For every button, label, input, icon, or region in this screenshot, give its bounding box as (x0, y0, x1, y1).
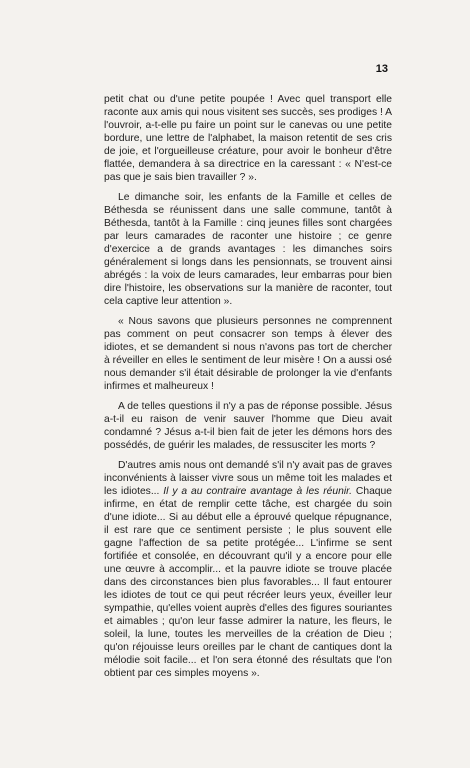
paragraph-4: A de telles questions il n'y a pas de réponse possible. Jésus a-t-il eu raison de venir sauver l'homme que Dieu avait condamné ? Jésus a-t-il bien fait de jeter les démons hors des possédés, de guérir les malades, de ressusciter les morts ? (104, 401, 392, 451)
paragraph-1: petit chat ou d'une petite poupée ! Avec quel transport elle raconte aux amis qui nous visitent ses succès, ses prodiges ! A l'ouvroir, a-t-elle pu faire un point sur le canevas ou une petite bordure, une lettre de l'alphabet, la maison retentit de ses cris de joie, et l'orgueilleuse créature, pour avoir le bonheur d'être flattée, demandera à sa directrice en la caressant : « N'est-ce pas que je sais bien travailler ? ». (104, 94, 392, 183)
paragraph-5-start: D'autres amis nous ont demandé s'il n'y avait pas de graves inconvénients à laisser vivre sous un même toit les malades et les idiotes... (104, 460, 392, 497)
paragraph-2: Le dimanche soir, les enfants de la Famille et celles de Béthesda se réunissent dans une salle commune, tantôt à Béthesda, tantôt à la Famille : cinq jeunes filles sont chargées par leurs camarades de raconter une histoire ; ce genre d'exercice a de grands avantages : les dimanches soirs généralement si longs dans les pensionnats, se trouvent ainsi abrégés : la voix de leurs camarades, leur embarras pour bien dire l'histoire, les observations sur la manière de raconter, tout cela captive leur attention ». (104, 192, 392, 307)
paragraph-3: « Nous savons que plusieurs personnes ne comprennent pas comment on peut consacrer son temps à élever des idiotes, et se demandent si nous n'avons pas tort de chercher à réveiller en elles le sentiment de leur misère ! On a aussi osé nous demander s'il était désirable de prolonger la vie d'enfants infirmes et malheureux ! (104, 316, 392, 392)
paragraph-5 (104, 459, 392, 680)
paragraph-5-end: Chaque infirme, en état de remplir cette tâche, est chargée du soin d'une idiote... Si au début elle a éprouvé quelque répugnance, il est rare que ce sentiment persiste ; le plus souvent elle gagne l'affection de sa petite protégée... L'infirme se sent fortifiée et consolée, en découvrant qu'il y a encore pour elle une œuvre à accomplir... et la pauvre idiote se trouve placée dans des circonstances bien plus favorables... Il faut entourer les idiotes de tout ce qui peut récréer leurs yeux, éveiller leur sympathie, qu'elles voient auprès d'elles des figures souriantes et aimables ; qu'on leur fasse admirer la nature, les fleurs, le soleil, la lune, toutes les merveilles de la création de Dieu ; qu'on réjouisse leurs oreilles par le chant de cantiques dont la mélodie soit facile... et l'on sera étonné des résultats que l'on obtient par ces simples moyens ». (104, 486, 392, 679)
page-number: 13 (375, 63, 388, 75)
paragraph-5-italic: Il y a au contraire avantage à les réunir. (163, 486, 353, 497)
body-text (104, 93, 392, 680)
